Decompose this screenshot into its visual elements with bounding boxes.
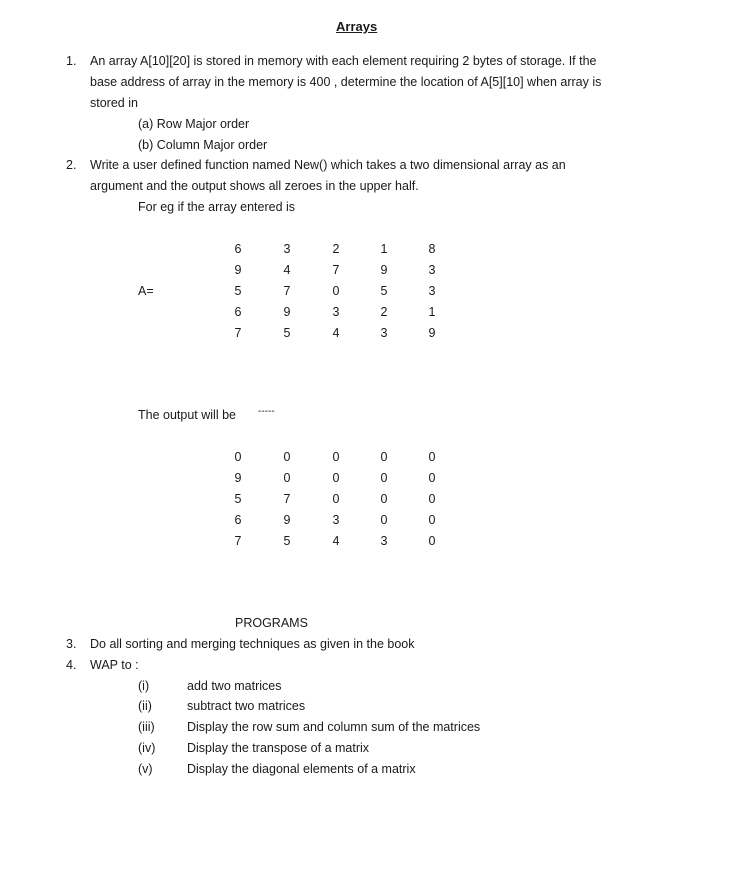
matrix-cell: 3 [428,284,436,298]
q1-line-3: stored in [90,96,138,110]
matrix-cell: 9 [283,513,291,527]
matrix-cell: 2 [332,242,340,256]
matrix-cell: 0 [332,471,340,485]
page-title: Arrays [336,19,378,34]
q2-number: 2. [66,158,77,172]
matrix-cell: 4 [332,534,340,548]
matrix-cell: 9 [234,471,242,485]
q1-number: 1. [66,54,77,68]
matrix-cell: 5 [234,284,242,298]
matrix-cell: 4 [283,263,291,277]
q2-line-1: Write a user defined function named New() which takes a two dimensional array as an [90,158,566,172]
matrix-cell: 0 [234,450,242,464]
q2-line-2: argument and the output shows all zeroes in the upper half. [90,179,419,193]
matrix-cell: 0 [332,492,340,506]
matrix-cell: 0 [283,450,291,464]
q4-item-text: Display the row sum and column sum of the matrices [187,720,481,734]
q4-item-text: Display the transpose of a matrix [187,741,370,755]
q4-item-label: (iv) [138,741,156,755]
q4-item-text: subtract two matrices [187,699,306,713]
q2-line-3: For eg if the array entered is [138,200,296,214]
matrix-cell: 0 [428,450,436,464]
matrix-cell: 7 [234,534,242,548]
matrix-cell: 6 [234,513,242,527]
matrix-cell: 4 [332,326,340,340]
matrix-cell: 6 [234,305,242,319]
matrix-cell: 3 [332,305,340,319]
matrix-cell: 9 [234,263,242,277]
q1-option-b: (b) Column Major order [138,138,268,152]
matrix-cell: 3 [380,326,388,340]
matrix-cell: 0 [283,471,291,485]
matrix-cell: 0 [428,471,436,485]
matrix-cell: 7 [332,263,340,277]
q4-item-label: (ii) [138,699,152,713]
q3-number: 3. [66,637,77,651]
matrix-cell: 8 [428,242,436,256]
matrix-cell: 5 [283,326,291,340]
matrix-cell: 3 [428,263,436,277]
matrix-cell: 0 [380,450,388,464]
q1-option-a: (a) Row Major order [138,117,250,131]
matrix-cell: 5 [380,284,388,298]
matrix-cell: 0 [428,492,436,506]
output-dashes: ----- [258,406,275,417]
q4-item-label: (i) [138,679,150,693]
matrix-cell: 0 [380,513,388,527]
q3-text: Do all sorting and merging techniques as given in the book [90,637,415,651]
matrix-cell: 0 [380,471,388,485]
q4-item-label: (v) [138,762,153,776]
matrix-cell: 0 [380,492,388,506]
q1-line-2: base address of array in the memory is 400 , determine the location of A[5][10] when array is [90,75,602,89]
q4-item-text: add two matrices [187,679,282,693]
q4-text: WAP to : [90,658,139,672]
matrix-cell: 0 [428,534,436,548]
matrix-cell: 7 [234,326,242,340]
matrix-cell: 0 [428,513,436,527]
q4-item-text: Display the diagonal elements of a matrix [187,762,416,776]
matrix-cell: 2 [380,305,388,319]
matrix-cell: 3 [380,534,388,548]
matrix-cell: 6 [234,242,242,256]
matrix-cell: 9 [380,263,388,277]
matrix-cell: 0 [332,450,340,464]
matrix-cell: 3 [283,242,291,256]
matrix-cell: 5 [283,534,291,548]
output-label: The output will be [138,408,236,422]
q4-number: 4. [66,658,77,672]
matrix-cell: 9 [283,305,291,319]
matrix-cell: 9 [428,326,436,340]
q1-line-1: An array A[10][20] is stored in memory with each element requiring 2 bytes of storage. If the [90,54,597,68]
matrix-cell: 3 [332,513,340,527]
programs-heading: PROGRAMS [235,616,308,630]
matrix-cell: 5 [234,492,242,506]
matrix-label: A= [138,284,154,298]
matrix-cell: 1 [380,242,388,256]
matrix-cell: 7 [283,284,291,298]
matrix-cell: 7 [283,492,291,506]
matrix-cell: 1 [428,305,436,319]
matrix-cell: 0 [332,284,340,298]
q4-item-label: (iii) [138,720,155,734]
